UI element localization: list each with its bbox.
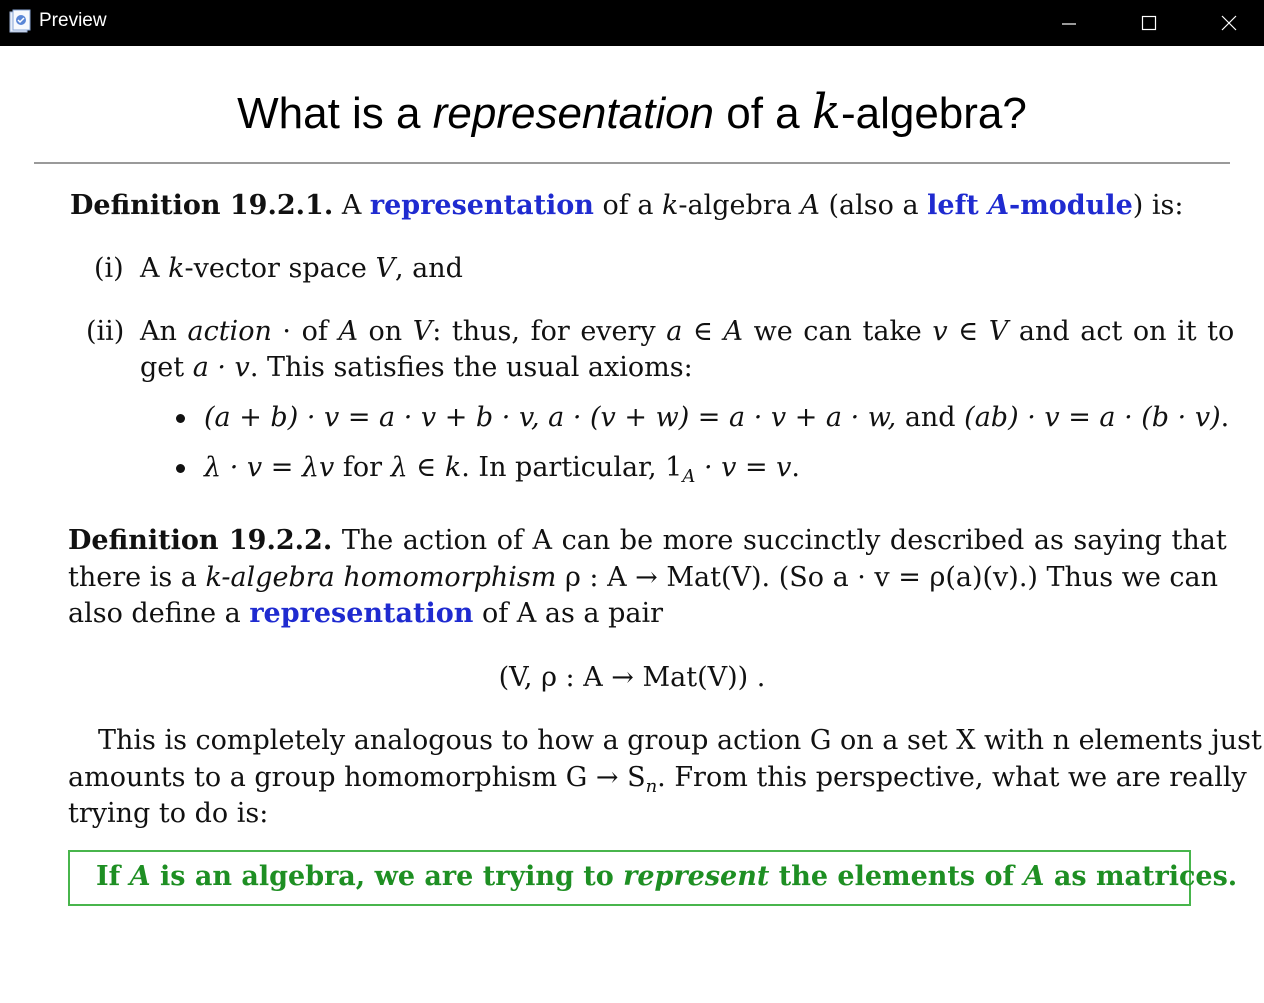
math: V (375, 253, 395, 284)
definition-2-line-1 (68, 524, 1227, 558)
left-module-term: A (988, 190, 1010, 221)
text: The action of A can be more succinctly described as saying that (332, 525, 1227, 556)
math: λ · v = λv (204, 452, 335, 483)
representation-term: representation (369, 190, 594, 221)
paragraph-line-3: trying to do is: (68, 798, 269, 829)
math: A (129, 861, 151, 892)
math: k (168, 253, 185, 284)
math: V (988, 316, 1009, 347)
title-divider (34, 162, 1230, 164)
math: k (662, 190, 679, 221)
minimize-button[interactable] (1034, 0, 1104, 46)
text: , and (394, 253, 463, 284)
close-button[interactable] (1194, 0, 1264, 46)
math: λ ∈ k (390, 452, 462, 483)
math: A (723, 316, 744, 347)
text: and act on it to (1008, 316, 1235, 347)
text: get (140, 352, 193, 383)
math: a · v (192, 352, 250, 383)
title-math-k: k (811, 84, 841, 140)
text: there is a (68, 562, 206, 593)
math: A (1023, 861, 1045, 892)
text: the elements of (769, 861, 1024, 892)
maximize-icon (1141, 15, 1157, 31)
math-subscript: n (645, 776, 658, 797)
action-term: action (187, 316, 272, 347)
definition-1-line (70, 189, 1183, 223)
definition-1-heading: Definition 19.2.1. (70, 190, 334, 221)
math: V (412, 316, 433, 347)
text: is an algebra, we are trying to (150, 861, 624, 892)
slide-title (0, 82, 1264, 144)
text: of A as a pair (473, 598, 663, 629)
definition-item-1 (140, 252, 463, 286)
text: we can take (743, 316, 933, 347)
text: ∈ (947, 316, 989, 347)
window-title: Preview (39, 10, 107, 31)
text: and (896, 402, 965, 433)
definition-2-line-2 (68, 561, 1218, 595)
text: on (357, 316, 413, 347)
text: ) is: (1132, 190, 1184, 221)
text: . This satisfies the usual axioms: (249, 352, 693, 383)
text: -vector space (184, 253, 376, 284)
axiom-bullet-2 (204, 451, 800, 494)
text: ρ : A → Mat(V). (So a · v = ρ(a)(v).) Thus we can (556, 562, 1219, 593)
text: (also a (819, 190, 928, 221)
definition-item-2-number: (ii) (86, 316, 125, 347)
definition-item-2-line-2 (140, 351, 693, 385)
math: v (932, 316, 948, 347)
math: 1 (665, 452, 683, 483)
display-equation: (V, ρ : A → Mat(V)) . (498, 662, 766, 693)
title-text: What is a (237, 89, 433, 138)
key-idea-text (96, 859, 1237, 895)
homomorphism-term: k-algebra homomorphism (205, 562, 557, 593)
math: (ab) · v = a · (b · v) (964, 402, 1221, 433)
definition-2-heading: Definition 19.2.2. (68, 525, 333, 556)
text: amounts to a group homomorphism G → S (68, 762, 646, 793)
math: A (338, 316, 358, 347)
bullet-marker (176, 414, 185, 423)
close-icon (1221, 15, 1237, 31)
math: a (666, 316, 683, 347)
left-module-term: left (927, 190, 989, 221)
left-module-term: -module (1009, 190, 1133, 221)
math-subscript: A (682, 466, 696, 487)
text: . In particular, (461, 452, 666, 483)
text: ∈ (682, 316, 724, 347)
paragraph-line-1: This is completely analogous to how a group action G on a set X with n elements just (98, 725, 1262, 756)
title-text: of a (714, 89, 812, 138)
window-titlebar (0, 0, 1264, 46)
text: If (96, 861, 130, 892)
math: A (800, 190, 820, 221)
text: -algebra (678, 190, 801, 221)
text: for (334, 452, 391, 483)
definition-item-1-number: (i) (94, 253, 124, 284)
definition-2-line-3 (68, 597, 663, 631)
text: A (140, 253, 169, 284)
text: of a (593, 190, 663, 221)
math: (a + b) · v = a · v + b · v, a · (v + w) = a · v + a · w, (204, 402, 897, 433)
representation-term: representation (249, 598, 474, 629)
text: . (1220, 402, 1230, 433)
text: also define a (68, 598, 250, 629)
math: · v = v (695, 452, 792, 483)
text: . From this perspective, what we are really (657, 762, 1247, 793)
definition-item-2-line-1 (140, 315, 1234, 349)
represent-term: represent (623, 861, 770, 892)
preview-app-icon (9, 9, 31, 33)
title-text-italic: representation (432, 89, 715, 138)
text: . (791, 452, 800, 483)
minimize-icon (1061, 15, 1077, 31)
text: · of (271, 316, 339, 347)
maximize-button[interactable] (1114, 0, 1184, 46)
title-text: -algebra? (840, 89, 1027, 138)
text: A (333, 190, 370, 221)
text: as matrices. (1044, 861, 1238, 892)
axiom-bullet-1 (204, 401, 1229, 435)
text: : thus, for every (432, 316, 667, 347)
text: An (140, 316, 188, 347)
bullet-marker (176, 464, 185, 473)
